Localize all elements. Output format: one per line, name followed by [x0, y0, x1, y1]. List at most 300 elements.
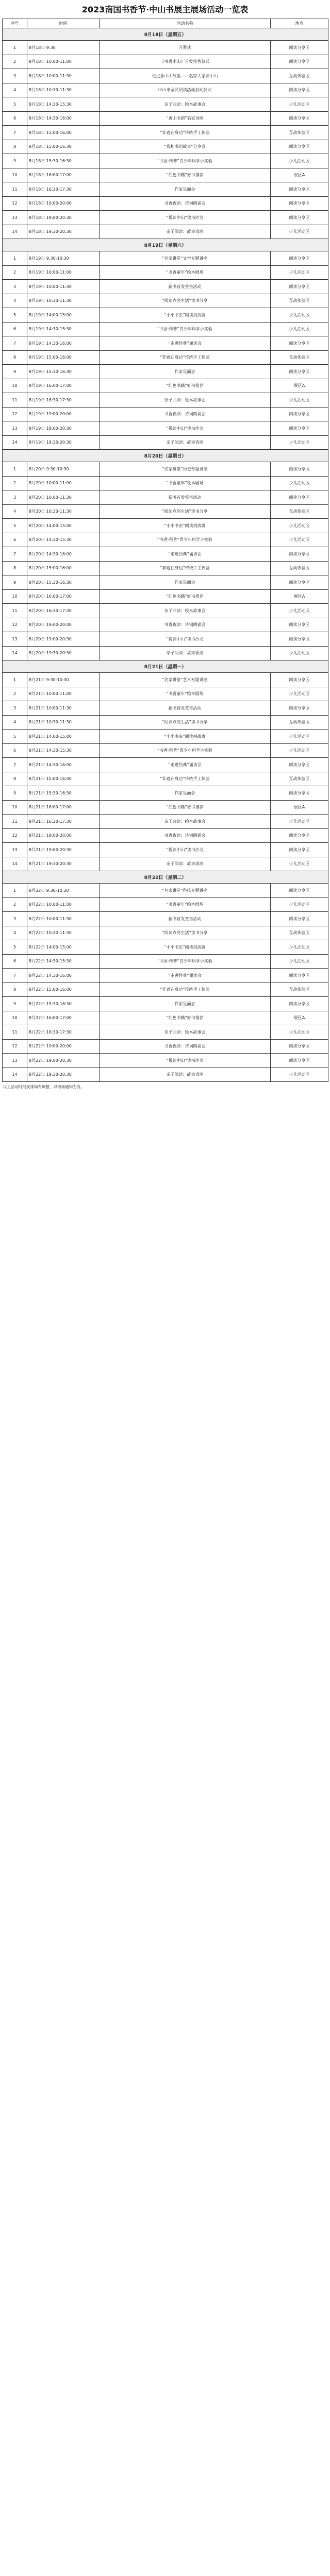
cell-place: 互动体验区 — [271, 772, 328, 786]
cell-activity: 亲子共读：绘本故事会 — [100, 815, 271, 829]
cell-seq: 11 — [3, 1025, 27, 1040]
table-row — [3, 308, 328, 323]
cell-place: 阅读分享区 — [271, 632, 328, 647]
table-row — [3, 97, 328, 112]
cell-activity: 新书首发签售活动 — [100, 280, 271, 294]
table-row — [3, 1067, 328, 1082]
cell-time: 8月20日 9:30-10:30 — [27, 462, 100, 477]
cell-seq: 5 — [3, 97, 27, 112]
cell-place: 阅读分享区 — [271, 701, 328, 716]
cell-seq: 8 — [3, 561, 27, 575]
cell-place: 阅读分享区 — [271, 884, 328, 898]
cell-seq: 9 — [3, 997, 27, 1011]
cell-place: 阅读分享区 — [271, 111, 328, 126]
cell-time: 8月21日 16:30-17:30 — [27, 815, 100, 829]
cell-activity: “书香童年”绘本剧场 — [100, 265, 271, 280]
table-row — [3, 211, 328, 225]
cell-activity: “非遗在身边”传统手工体验 — [100, 126, 271, 140]
table-row — [3, 715, 328, 730]
cell-seq: 9 — [3, 575, 27, 590]
table-body — [3, 28, 328, 1082]
cell-activity: “悦读中山”读书沙龙 — [100, 843, 271, 857]
cell-activity: “书香·科普”青少年科学小实验 — [100, 954, 271, 969]
table-row — [3, 126, 328, 140]
table-row — [3, 41, 328, 55]
cell-place: 少儿活动区 — [271, 857, 328, 871]
cell-time: 8月21日 19:00-20:30 — [27, 843, 100, 857]
table-row — [3, 280, 328, 294]
cell-time: 8月20日 14:30-16:00 — [27, 547, 100, 562]
cell-place: 少儿活动区 — [271, 154, 328, 168]
cell-place: 阅读分享区 — [271, 140, 328, 154]
cell-time: 8月22日 16:30-17:30 — [27, 1025, 100, 1040]
cell-time: 8月21日 16:00-17:00 — [27, 800, 100, 815]
cell-place: 少儿活动区 — [271, 322, 328, 336]
cell-place: 少儿活动区 — [271, 97, 328, 112]
table-header — [3, 19, 328, 28]
table-row — [3, 561, 328, 575]
cell-activity: 亲子共读：绘本故事会 — [100, 1025, 271, 1040]
cell-time: 8月19日 15:30-16:30 — [27, 365, 100, 379]
cell-seq: 6 — [3, 743, 27, 758]
cell-place: 互动体验区 — [271, 69, 328, 83]
cell-place: 阅读分享区 — [271, 55, 328, 69]
table-row — [3, 83, 328, 97]
cell-place: 少儿活动区 — [271, 604, 328, 618]
cell-seq: 8 — [3, 350, 27, 365]
cell-activity: “书香·科普”青少年科学小实验 — [100, 154, 271, 168]
cell-place: 阅读分享区 — [271, 196, 328, 211]
cell-seq: 3 — [3, 69, 27, 83]
cell-time: 8月18日 14:30-16:00 — [27, 111, 100, 126]
cell-time: 8月22日 9:30-10:30 — [27, 884, 100, 898]
cell-seq: 10 — [3, 168, 27, 182]
table-row — [3, 1039, 328, 1054]
cell-place: 少儿活动区 — [271, 743, 328, 758]
cell-activity: “名家讲堂”科技专题讲座 — [100, 884, 271, 898]
table-row — [3, 969, 328, 983]
table-row — [3, 997, 328, 1011]
cell-activity: 作家见面会 — [100, 365, 271, 379]
cell-activity: “小小书虫”阅读挑战赛 — [100, 519, 271, 533]
table-row — [3, 940, 328, 955]
cell-seq: 13 — [3, 211, 27, 225]
table-row — [3, 786, 328, 801]
cell-place: 阅读分享区 — [271, 575, 328, 590]
cell-time: 8月22日 19:30-20:30 — [27, 1067, 100, 1082]
cell-time: 8月22日 14:00-15:00 — [27, 940, 100, 955]
cell-time: 8月21日 15:30-16:30 — [27, 786, 100, 801]
table-row — [3, 730, 328, 744]
cell-seq: 2 — [3, 265, 27, 280]
cell-seq: 10 — [3, 379, 27, 393]
cell-place: 少儿活动区 — [271, 476, 328, 490]
table-row — [3, 1011, 328, 1025]
table-row — [3, 435, 328, 450]
cell-seq: 5 — [3, 308, 27, 323]
cell-time: 8月18日 15:00-16:30 — [27, 140, 100, 154]
cell-place: 阅读分享区 — [271, 251, 328, 266]
cell-time: 8月19日 16:00-17:00 — [27, 379, 100, 393]
cell-activity: “悦读中山”读书沙龙 — [100, 1054, 271, 1068]
cell-activity: “阅读点亮生活”读书分享 — [100, 715, 271, 730]
cell-activity: 亲子阅读：故事表演 — [100, 225, 271, 239]
table-row — [3, 225, 328, 239]
cell-activity: “红色书籍”好书推荐 — [100, 589, 271, 604]
cell-place: 互动体验区 — [271, 715, 328, 730]
cell-activity: 作家见面会 — [100, 182, 271, 197]
cell-place: 展区A — [271, 589, 328, 604]
column-header-activity: 活动名称 — [100, 19, 271, 28]
footnote: 以上活动时间安排如有调整，以现场通知为准。 — [3, 1084, 85, 1089]
cell-seq: 14 — [3, 435, 27, 450]
cell-time: 8月22日 15:00-16:00 — [27, 982, 100, 997]
column-header-seq: 序号 — [3, 19, 27, 28]
cell-seq: 8 — [3, 772, 27, 786]
cell-place: 互动体验区 — [271, 126, 328, 140]
cell-place: 阅读分享区 — [271, 997, 328, 1011]
table-row — [3, 182, 328, 197]
cell-seq: 12 — [3, 1039, 27, 1054]
cell-place: 少儿活动区 — [271, 519, 328, 533]
cell-time: 8月20日 10:00-11:30 — [27, 490, 100, 505]
cell-time: 8月18日 16:30-17:30 — [27, 182, 100, 197]
table-row — [3, 322, 328, 336]
cell-time: 8月22日 19:00-20:00 — [27, 1039, 100, 1054]
table-row — [3, 336, 328, 351]
cell-activity: 亲子阅读：故事表演 — [100, 435, 271, 450]
cell-activity: 亲子共读：绘本故事会 — [100, 97, 271, 112]
cell-seq: 6 — [3, 111, 27, 126]
cell-seq: 1 — [3, 673, 27, 687]
cell-place: 阅读分享区 — [271, 828, 328, 843]
table-row — [3, 982, 328, 997]
cell-activity: “我和书的故事”分享会 — [100, 140, 271, 154]
table-row — [3, 350, 328, 365]
table-row — [3, 673, 328, 687]
date-header-row — [3, 660, 328, 673]
cell-place: 阅读分享区 — [271, 1039, 328, 1054]
cell-seq: 12 — [3, 196, 27, 211]
cell-time: 8月20日 19:00-20:30 — [27, 632, 100, 647]
cell-place: 互动体验区 — [271, 504, 328, 519]
cell-place: 阅读分享区 — [271, 673, 328, 687]
cell-time: 8月19日 16:30-17:30 — [27, 393, 100, 408]
cell-time: 8月18日 15:00-16:00 — [27, 126, 100, 140]
cell-time: 8月22日 19:00-20:30 — [27, 1054, 100, 1068]
cell-place: 阅读分享区 — [271, 462, 328, 477]
table-row — [3, 575, 328, 590]
cell-time: 8月19日 10:00-11:30 — [27, 280, 100, 294]
cell-activity: “名家讲堂”文学专题讲座 — [100, 251, 271, 266]
table-row — [3, 884, 328, 898]
cell-seq: 11 — [3, 393, 27, 408]
cell-time: 8月20日 14:00-15:00 — [27, 519, 100, 533]
cell-activity: “名家讲堂”历史专题讲座 — [100, 462, 271, 477]
cell-activity: 作家见面会 — [100, 786, 271, 801]
cell-seq: 7 — [3, 547, 27, 562]
cell-seq: 11 — [3, 604, 27, 618]
cell-place: 阅读分享区 — [271, 182, 328, 197]
cell-seq: 9 — [3, 365, 27, 379]
table-row — [3, 1025, 328, 1040]
cell-time: 8月18日 19:30-20:30 — [27, 225, 100, 239]
table-row — [3, 828, 328, 843]
cell-activity: “非遗在身边”传统手工体验 — [100, 350, 271, 365]
cell-activity: “书香童年”绘本剧场 — [100, 897, 271, 912]
cell-seq: 9 — [3, 786, 27, 801]
cell-place: 少儿活动区 — [271, 265, 328, 280]
cell-time: 8月20日 15:00-16:00 — [27, 561, 100, 575]
cell-seq: 13 — [3, 843, 27, 857]
cell-place: 阅读分享区 — [271, 280, 328, 294]
cell-seq: 3 — [3, 280, 27, 294]
cell-seq: 13 — [3, 1054, 27, 1068]
cell-seq: 1 — [3, 251, 27, 266]
table-row — [3, 897, 328, 912]
table-row — [3, 168, 328, 182]
cell-activity: “走进经典”诵读会 — [100, 969, 271, 983]
cell-activity: “书香·科普”青少年科学小实验 — [100, 743, 271, 758]
cell-time: 8月18日 16:00-17:00 — [27, 168, 100, 182]
cell-seq: 9 — [3, 154, 27, 168]
cell-time: 8月22日 10:00-11:30 — [27, 912, 100, 926]
cell-activity: “非遗在身边”传统手工体验 — [100, 772, 271, 786]
column-header-place: 地点 — [271, 19, 328, 28]
cell-time: 8月21日 19:30-20:30 — [27, 857, 100, 871]
cell-activity: 走进孙中山故里——名家大家读中山 — [100, 69, 271, 83]
table-row — [3, 265, 328, 280]
table-row — [3, 701, 328, 716]
cell-time: 8月19日 19:00-20:00 — [27, 407, 100, 421]
cell-activity: “红色书籍”好书推荐 — [100, 800, 271, 815]
cell-place: 展区A — [271, 168, 328, 182]
cell-time: 8月21日 14:00-15:00 — [27, 730, 100, 744]
cell-time: 8月19日 19:00-20:30 — [27, 421, 100, 436]
cell-seq: 2 — [3, 897, 27, 912]
cell-seq: 13 — [3, 421, 27, 436]
table-row — [3, 646, 328, 660]
cell-time: 8月20日 16:00-17:00 — [27, 589, 100, 604]
table-row — [3, 758, 328, 772]
cell-seq: 1 — [3, 884, 27, 898]
cell-seq: 14 — [3, 1067, 27, 1082]
cell-place: 少儿活动区 — [271, 954, 328, 969]
cell-place: 少儿活动区 — [271, 308, 328, 323]
cell-activity: “悦读中山”读书沙龙 — [100, 632, 271, 647]
cell-activity: 亲子共读：绘本故事会 — [100, 393, 271, 408]
table-row — [3, 154, 328, 168]
cell-seq: 5 — [3, 519, 27, 533]
cell-activity: “红色书籍”好书推荐 — [100, 1011, 271, 1025]
cell-activity: 书香夜读：诗词朗诵会 — [100, 828, 271, 843]
cell-time: 8月20日 10:00-11:00 — [27, 476, 100, 490]
cell-time: 8月18日 14:30-15:30 — [27, 97, 100, 112]
cell-place: 少儿活动区 — [271, 1025, 328, 1040]
cell-time: 8月21日 14:30-15:30 — [27, 743, 100, 758]
cell-place: 互动体验区 — [271, 982, 328, 997]
table-row — [3, 800, 328, 815]
cell-seq: 5 — [3, 730, 27, 744]
cell-place: 阅读分享区 — [271, 407, 328, 421]
cell-activity: “小小书虫”阅读挑战赛 — [100, 940, 271, 955]
cell-time: 8月19日 15:00-16:00 — [27, 350, 100, 365]
table-row — [3, 843, 328, 857]
cell-activity: 亲子阅读：故事表演 — [100, 857, 271, 871]
cell-activity: “香山书韵”名家讲座 — [100, 111, 271, 126]
cell-seq: 11 — [3, 182, 27, 197]
cell-time: 8月19日 10:30-11:30 — [27, 294, 100, 308]
cell-place: 互动体验区 — [271, 350, 328, 365]
cell-seq: 14 — [3, 857, 27, 871]
cell-time: 8月22日 10:00-11:00 — [27, 897, 100, 912]
cell-activity: 书香夜读：诗词朗诵会 — [100, 407, 271, 421]
cell-activity: 书香夜读：诗词朗诵会 — [100, 618, 271, 632]
cell-time: 8月21日 9:30-10:30 — [27, 673, 100, 687]
cell-place: 阅读分享区 — [271, 969, 328, 983]
cell-place: 少儿活动区 — [271, 815, 328, 829]
cell-place: 少儿活动区 — [271, 393, 328, 408]
cell-activity: “阅读点亮生活”读书分享 — [100, 926, 271, 940]
table-row — [3, 476, 328, 490]
cell-place: 展区A — [271, 800, 328, 815]
cell-seq: 6 — [3, 954, 27, 969]
date-header: 8月22日（星期二） — [3, 871, 328, 884]
cell-seq: 8 — [3, 140, 27, 154]
table-row — [3, 912, 328, 926]
cell-seq: 3 — [3, 490, 27, 505]
cell-activity: “名家讲堂”艺术专题讲座 — [100, 673, 271, 687]
cell-place: 阅读分享区 — [271, 1054, 328, 1068]
cell-time: 8月18日 10:00-11:30 — [27, 69, 100, 83]
cell-place: 阅读分享区 — [271, 618, 328, 632]
cell-activity: 作家见面会 — [100, 575, 271, 590]
table-row — [3, 393, 328, 408]
cell-seq: 14 — [3, 225, 27, 239]
cell-seq: 10 — [3, 589, 27, 604]
cell-activity: “非遗在身边”传统手工体验 — [100, 561, 271, 575]
cell-time: 8月18日 10:00-11:00 — [27, 55, 100, 69]
table-row — [3, 772, 328, 786]
cell-seq: 7 — [3, 126, 27, 140]
cell-seq: 7 — [3, 969, 27, 983]
cell-place: 阅读分享区 — [271, 786, 328, 801]
table-row — [3, 504, 328, 519]
cell-seq: 8 — [3, 982, 27, 997]
cell-seq: 14 — [3, 646, 27, 660]
cell-seq: 13 — [3, 632, 27, 647]
cell-activity: 作家见面会 — [100, 997, 271, 1011]
cell-time: 8月22日 14:30-16:00 — [27, 969, 100, 983]
cell-time: 8月19日 9:30-10:30 — [27, 251, 100, 266]
cell-place: 少儿活动区 — [271, 1067, 328, 1082]
cell-seq: 2 — [3, 476, 27, 490]
cell-time: 8月20日 15:30-16:30 — [27, 575, 100, 590]
cell-seq: 1 — [3, 462, 27, 477]
cell-place: 展区A — [271, 379, 328, 393]
cell-activity: “悦读中山”读书沙龙 — [100, 211, 271, 225]
table-row — [3, 618, 328, 632]
cell-place: 阅读分享区 — [271, 490, 328, 505]
cell-time: 8月18日 9:30 — [27, 41, 100, 55]
cell-place: 阅读分享区 — [271, 547, 328, 562]
cell-place: 互动体验区 — [271, 294, 328, 308]
cell-seq: 7 — [3, 758, 27, 772]
cell-seq: 12 — [3, 618, 27, 632]
cell-activity: 新书首发签售活动 — [100, 490, 271, 505]
cell-activity: “书香·科普”青少年科学小实验 — [100, 533, 271, 547]
cell-activity: “非遗在身边”传统手工体验 — [100, 982, 271, 997]
cell-time: 8月19日 14:00-15:00 — [27, 308, 100, 323]
cell-activity: 新书首发签售活动 — [100, 912, 271, 926]
cell-place: 阅读分享区 — [271, 421, 328, 436]
cell-seq: 3 — [3, 912, 27, 926]
cell-seq: 10 — [3, 800, 27, 815]
cell-seq: 4 — [3, 504, 27, 519]
cell-seq: 4 — [3, 294, 27, 308]
cell-seq: 10 — [3, 1011, 27, 1025]
cell-time: 8月21日 15:00-16:00 — [27, 772, 100, 786]
cell-place: 阅读分享区 — [271, 758, 328, 772]
table-row — [3, 589, 328, 604]
table-row — [3, 743, 328, 758]
column-header-time: 时间 — [27, 19, 100, 28]
table-row — [3, 55, 328, 69]
cell-place: 互动体验区 — [271, 926, 328, 940]
cell-time: 8月21日 10:00-11:30 — [27, 701, 100, 716]
date-header-row — [3, 239, 328, 251]
cell-time: 8月18日 10:30-11:30 — [27, 83, 100, 97]
table-row — [3, 462, 328, 477]
cell-time: 8月22日 16:00-17:00 — [27, 1011, 100, 1025]
cell-time: 8月22日 10:30-11:30 — [27, 926, 100, 940]
cell-activity: “走进经典”诵读会 — [100, 336, 271, 351]
date-header-row — [3, 28, 328, 41]
cell-seq: 7 — [3, 336, 27, 351]
cell-time: 8月21日 10:30-11:30 — [27, 715, 100, 730]
cell-time: 8月18日 19:00-20:30 — [27, 211, 100, 225]
cell-seq: 4 — [3, 83, 27, 97]
date-header-row — [3, 871, 328, 884]
cell-seq: 4 — [3, 715, 27, 730]
table-row — [3, 365, 328, 379]
cell-activity: 开幕式 — [100, 41, 271, 55]
cell-activity: “走进经典”诵读会 — [100, 758, 271, 772]
cell-place: 展区A — [271, 1011, 328, 1025]
table-row — [3, 407, 328, 421]
table-row — [3, 1054, 328, 1068]
cell-place: 少儿活动区 — [271, 225, 328, 239]
cell-time: 8月21日 14:30-16:00 — [27, 758, 100, 772]
cell-seq: 12 — [3, 828, 27, 843]
cell-seq: 2 — [3, 687, 27, 701]
cell-time: 8月20日 19:30-20:30 — [27, 646, 100, 660]
date-header: 8月18日（星期五） — [3, 28, 328, 41]
table-row — [3, 604, 328, 618]
page-title: 2023南国书香节·中山书展主展场活动一览表 — [81, 5, 249, 14]
cell-seq: 5 — [3, 940, 27, 955]
date-header-row — [3, 450, 328, 462]
cell-activity: “书香童年”绘本剧场 — [100, 687, 271, 701]
cell-activity: “书香童年”绘本剧场 — [100, 476, 271, 490]
table-row — [3, 196, 328, 211]
cell-seq: 2 — [3, 55, 27, 69]
cell-time: 8月19日 14:30-16:00 — [27, 336, 100, 351]
cell-place: 少儿活动区 — [271, 687, 328, 701]
cell-place: 少儿活动区 — [271, 646, 328, 660]
cell-time: 8月19日 19:30-20:30 — [27, 435, 100, 450]
cell-place: 阅读分享区 — [271, 83, 328, 97]
